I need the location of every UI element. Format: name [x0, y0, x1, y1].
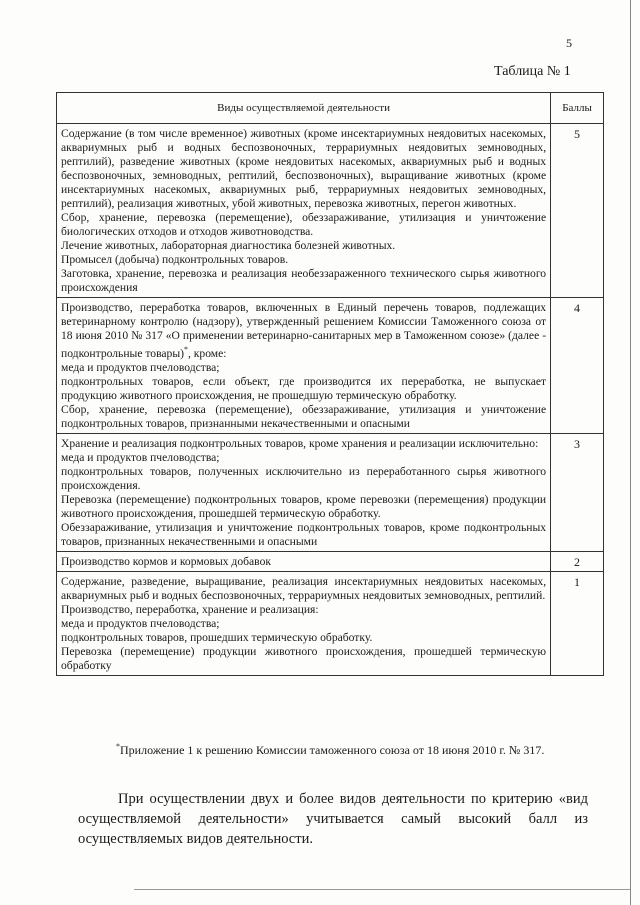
score-cell: 5 [551, 124, 604, 298]
activity-paragraph: Хранение и реализация подконтрольных товаров, кроме хранения и реализации исключительно: [61, 436, 539, 450]
activity-cell [57, 124, 551, 298]
activity-paragraph: Производство, переработка, хранение и реализация: [61, 602, 319, 616]
activity-paragraph: меда и продуктов пчеловодства; [61, 616, 220, 630]
activity-paragraph: Сбор, хранение, перевозка (перемещение), обеззараживание, утилизация и уничтожение подконтрольных товаров, признанными некачественными и опасными [61, 402, 547, 430]
activity-paragraph: Содержание (в том числе временное) животных (кроме инсектариумных неядовитых насекомых, аквариумных рыб и водных беспозвоночных, террариумных неядовитых земноводных, рептилий), разведение животных (кроме неядовитых насекомых, аквариумных рыб и водных беспозвоночных, земноводных, рептилий, беспозвоночных), выращивание животных (кроме инсектариумных насекомых, аквариумных рыб, террариумных неядовитых земноводных, рептилий), реализация животных, убой животных, перевозка животных, перегон животных. [61, 127, 547, 210]
activity-paragraph: Обеззараживание, утилизация и уничтожение подконтрольных товаров, кроме подконтрольных товаров, признанных некачественными и опасными [61, 520, 547, 548]
activity-paragraph: Производство кормов и кормовых добавок [61, 554, 271, 568]
activity-paragraph: подконтрольных товаров, полученных исключительно из переработанного сырья животного происхождения. [61, 464, 547, 492]
activity-paragraph: Лечение животных, лабораторная диагностика болезней животных. [61, 239, 396, 252]
column-header-score: Баллы [551, 93, 604, 124]
activity-paragraph: Содержание, разведение, выращивание, реализация инсектариумных неядовитых насекомых, аквариумных рыб и водных беспозвоночных, террариумных неядовитых земноводных, рептилий. [61, 574, 547, 602]
table-row [57, 124, 604, 298]
activity-paragraph: меда и продуктов пчеловодства; [61, 450, 220, 464]
scan-bottom-line [134, 889, 630, 890]
activity-paragraph: Промысел (добыча) подконтрольных товаров. [61, 253, 289, 266]
table-header-row [57, 93, 604, 124]
footnote [116, 742, 544, 758]
activity-cell [57, 298, 551, 434]
score-cell: 2 [551, 551, 604, 571]
footnote-mark: * [116, 742, 120, 751]
activity-text: Производство, переработка товаров, включенных в Единый перечень товаров, подлежащих ветеринарному контролю (надзору), утвержденный решением Комиссии Таможенного союза от 18 июня 2010 № 317 «О применении ветеринарно-санитарных мер в Таможенном союзе» (далее - подконтрольные товары) [61, 301, 547, 360]
activity-paragraph: Сбор, хранение, перевозка (перемещение), обеззараживание, утилизация и уничтожение биологических отходов и отходов животноводства. [61, 211, 547, 238]
column-header-activity: Виды осуществляемой деятельности [57, 93, 551, 124]
activity-paragraph: Перевозка (перемещение) продукции животного происхождения, прошедшей термическую обработку [61, 644, 547, 672]
score-cell: 1 [551, 571, 604, 675]
score-cell: 3 [551, 433, 604, 551]
activity-cell [57, 433, 551, 551]
table-row [57, 298, 604, 434]
activity-paragraph: меда и продуктов пчеловодства; [61, 360, 220, 374]
activity-paragraph: Заготовка, хранение, перевозка и реализация необеззараженного технического сырья животного происхождения [61, 267, 547, 294]
footnote-text: Приложение 1 к решению Комиссии таможенного союза от 18 июня 2010 г. № 317. [120, 743, 545, 757]
body-paragraph: При осуществлении двух и более видов деятельности по критерию «вид осуществляемой деятельности» учитывается самый высокий балл из осуществляемых видов деятельности. [78, 790, 588, 847]
table-row [57, 551, 604, 571]
footnote-mark: * [184, 345, 188, 354]
table-row [57, 571, 604, 675]
activity-paragraph: Перевозка (перемещение) подконтрольных товаров, кроме перевозки (перемещения) продукции животного происхождения, прошедшей термическую обработку. [61, 492, 547, 520]
activity-paragraph [61, 301, 546, 361]
score-cell: 4 [551, 298, 604, 434]
activity-cell [57, 571, 551, 675]
activity-paragraph: подконтрольных товаров, прошедших термическую обработку. [61, 630, 373, 644]
table-row [57, 433, 604, 551]
activity-score-table [56, 92, 604, 676]
table-title: Таблица № 1 [494, 64, 571, 79]
activity-cell [57, 551, 551, 571]
activity-paragraph: подконтрольных товаров, если объект, где производится их переработка, не выпускает продукцию животного происхождения, не прошедшую термическую обработку. [61, 374, 547, 402]
activity-text: , кроме: [188, 346, 227, 360]
scan-edge-line [630, 0, 631, 905]
page-number: 5 [566, 36, 572, 50]
